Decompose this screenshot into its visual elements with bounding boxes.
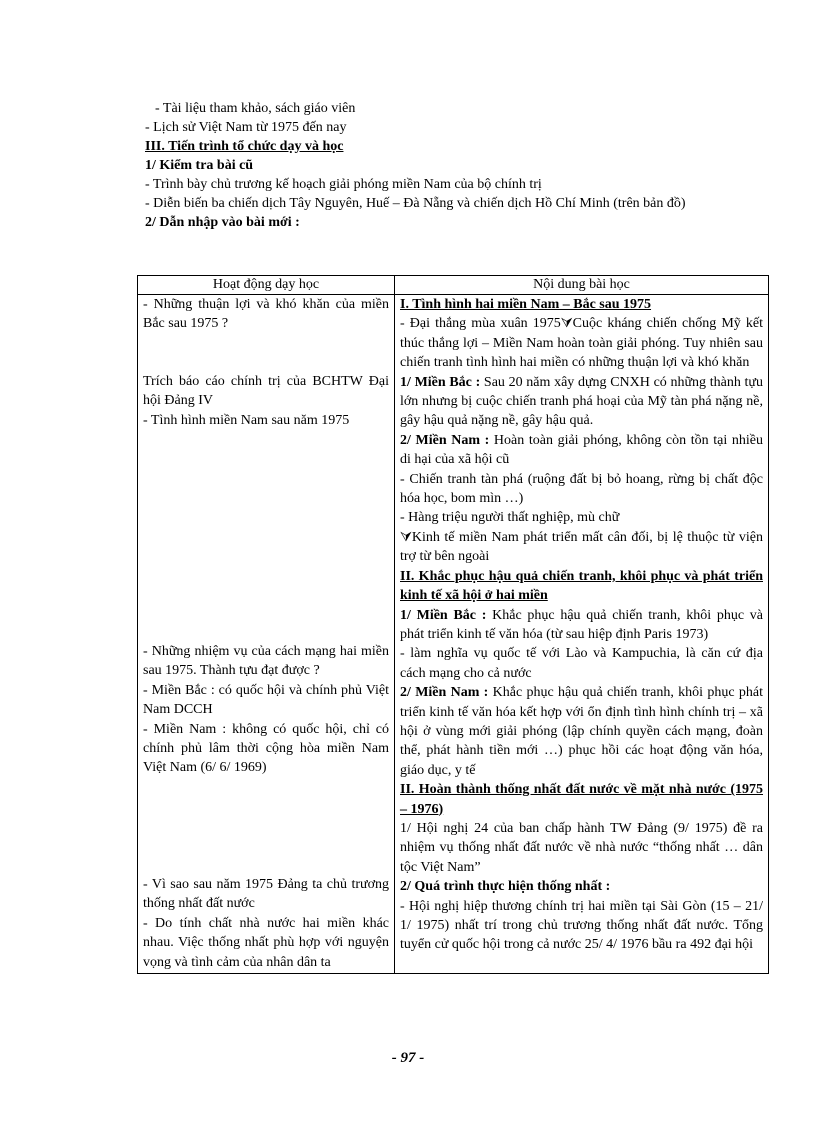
lesson-table bbox=[137, 275, 769, 974]
activity-item: - Do tính chất nhà nước hai miền khác nhau. Việc thống nhất phù hợp với nguyện vọng và tình cảm của nhân dân ta bbox=[143, 915, 389, 970]
subheading: 2/ Dẫn nhập vào bài mới : bbox=[145, 215, 300, 230]
content-subheading: 2/ Quá trình thực hiện thống nhất : bbox=[400, 879, 611, 895]
section-heading: III. Tiến trình tổ chức dạy và học bbox=[145, 139, 344, 154]
activity-item: - Những nhiệm vụ của cách mạng hai miền sau 1975. Thành tựu đạt được ? bbox=[143, 644, 389, 679]
content-paragraph: 2/ Miền Nam : Hoàn toàn giải phóng, không còn tồn tại nhiều di hại của xã hội cũ bbox=[400, 432, 763, 468]
activity-item: - Miền Nam : không có quốc hội, chỉ có chính phủ lâm thời cộng hòa miền Nam Việt Nam (6/ 6/ 1969) bbox=[143, 721, 389, 776]
content-heading: II. Hoàn thành thống nhất đất nước về mặt nhà nước (1975 – 1976) bbox=[400, 782, 763, 817]
activity-item: - Tình hình miền Nam sau năm 1975 bbox=[143, 412, 350, 428]
arrow-icon: ⮛ bbox=[560, 316, 573, 332]
content-column bbox=[395, 295, 769, 974]
content-paragraph: - làm nghĩa vụ quốc tế với Lào và Kampuchia, là căn cứ địa cách mạng cho cả nước bbox=[400, 646, 763, 681]
reference-line: - Lịch sử Việt Nam từ 1975 đến nay bbox=[145, 120, 347, 135]
activity-item: - Miền Bắc : có quốc hội và chính phủ Việt Nam DCCH bbox=[143, 682, 389, 718]
content-paragraph: - Hội nghị hiệp thương chính trị hai miền tại Sài Gòn (15 – 21/ 1/ 1975) nhất trí trong chủ trương thống nhất đất nước. Tổng tuyển cử quốc hội trong cả nước 25/ 4/ 1976 bầu ra 492 đại hội bbox=[400, 898, 763, 953]
header-activity: Hoạt động dạy học bbox=[138, 276, 395, 295]
page-number: - 97 - bbox=[391, 1050, 425, 1066]
table-header-row bbox=[138, 276, 769, 295]
content-heading: I. Tình hình hai miền Nam – Bắc sau 1975 bbox=[400, 297, 652, 312]
content-paragraph: 1/ Hội nghị 24 của ban chấp hành TW Đảng (9/ 1975) đề ra nhiệm vụ thống nhất đất nước về nhà nước “thống nhất … dân tộc Việt Nam” bbox=[400, 820, 763, 875]
activity-item: Trích báo cáo chính trị của BCHTW Đại hội Đảng IV bbox=[143, 373, 389, 409]
content-paragraph: - Chiến tranh tàn phá (ruộng đất bị bỏ hoang, rừng bị chất độc hóa học, bom mìn …) bbox=[400, 471, 763, 507]
content-paragraph: 2/ Miền Nam : Khắc phục hậu quả chiến tranh, khôi phục phát triển kinh tế văn hóa kết hợp với ổn định tình hình chính trị – xã hội ở vùng mới giải phóng (lập chính quyền cách mạng, đoàn thể, phát hành tiền mới …) phục hồi các hoạt động văn hóa, giáo dục, y tế bbox=[400, 685, 763, 778]
content-paragraph: 1/ Miền Bắc : Khắc phục hậu quả chiến tranh, khôi phục và phát triển kinh tế văn hóa (từ sau hiệp định Paris 1973) bbox=[400, 607, 763, 642]
activity-column bbox=[138, 295, 395, 974]
content-paragraph: - Hàng triệu người thất nghiệp, mù chữ bbox=[400, 510, 620, 526]
content-paragraph: - Đại thắng mùa xuân 1975⮛Cuộc kháng chiến chống Mỹ kết thúc thắng lợi – Miền Nam hoàn toàn giải phóng. Tuy nhiên sau chiến tranh tình hình hai miền có những thuận lợi và khó khăn bbox=[400, 316, 763, 371]
arrow-icon: ⮛ bbox=[400, 529, 412, 545]
intro-section bbox=[145, 99, 763, 232]
review-question: - Trình bày chủ trương kế hoạch giải phóng miền Nam của bộ chính trị bbox=[145, 177, 542, 192]
content-paragraph: 1/ Miền Bắc : Sau 20 năm xây dựng CNXH có những thành tựu lớn nhưng bị cuộc chiến tranh phá hoại của Mỹ tàn phá nặng nề, gây hậu quả nặng nề, gây hậu quả. bbox=[400, 374, 763, 429]
content-heading: II. Khắc phục hậu quả chiến tranh, khôi phục và phát triển kinh tế xã hội ở hai miền bbox=[400, 568, 763, 604]
table-row bbox=[138, 295, 769, 974]
reference-line: - Tài liệu tham khảo, sách giáo viên bbox=[155, 101, 356, 116]
activity-item: - Những thuận lợi và khó khăn của miền Bắc sau 1975 ? bbox=[143, 297, 389, 332]
subheading: 1/ Kiểm tra bài cũ bbox=[145, 158, 254, 173]
review-question: - Diễn biến ba chiến dịch Tây Nguyên, Huế – Đà Nẵng và chiến dịch Hồ Chí Minh (trên bản đồ) bbox=[145, 196, 686, 211]
content-paragraph: ⮛Kinh tế miền Nam phát triển mất cân đối, bị lệ thuộc từ viện trợ từ bên ngoài bbox=[400, 529, 763, 565]
activity-item: - Vì sao sau năm 1975 Đảng ta chủ trương thống nhất đất nước bbox=[143, 876, 389, 912]
header-content: Nội dung bài học bbox=[395, 276, 769, 295]
